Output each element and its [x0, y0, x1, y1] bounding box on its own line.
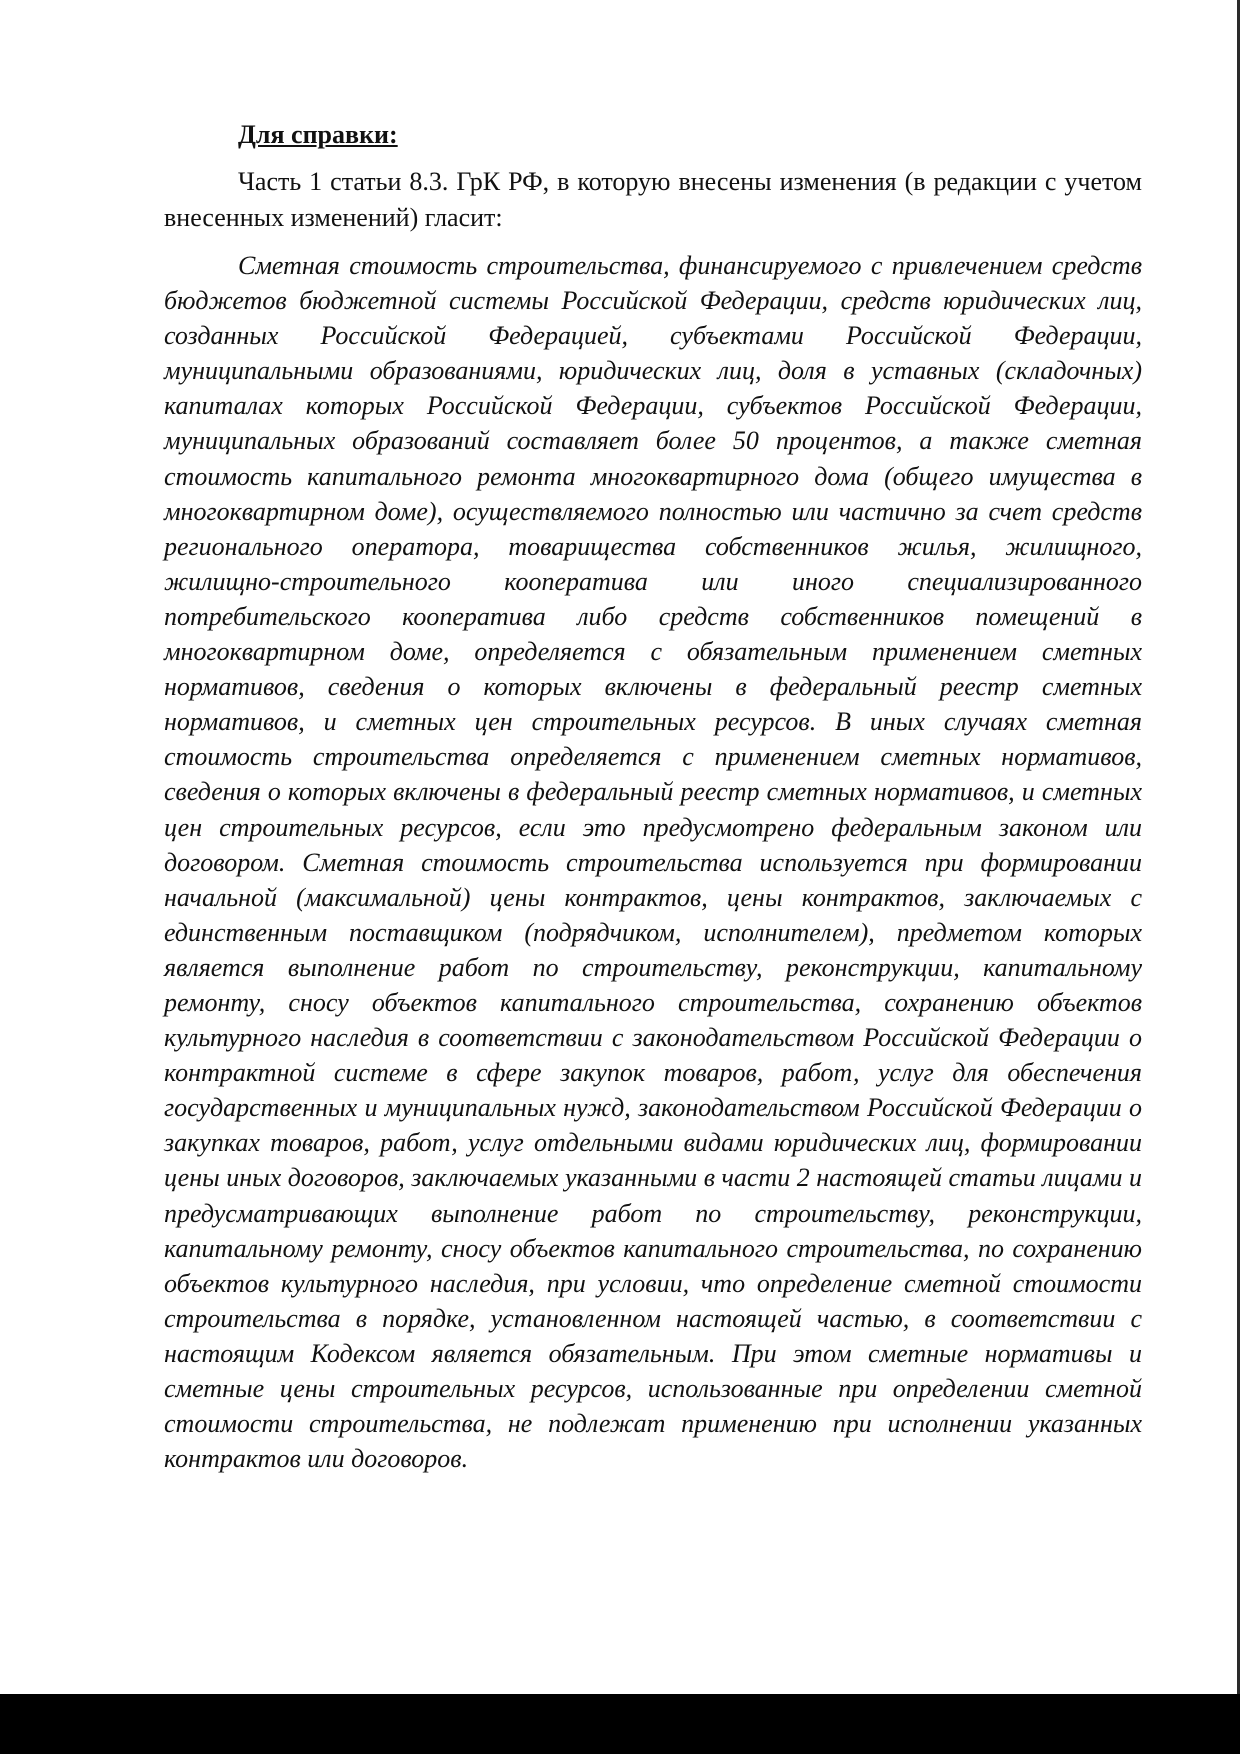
quoted-law-paragraph: Сметная стоимость строительства, финансируемого с привлечением средств бюджетов бюджетной системы Российской Федерации, средств юридических лиц, созданных Российской Федерацией, субъектами Российской Федерации, муниципальными образованиями, юридических лиц, доля в уставных (складочных) капиталах которых Российской Федерации, субъектов Российской Федерации, муниципальных образований составляет более 50 процентов, а также сметная стоимость капитального ремонта многоквартирного дома (общего имущества в многоквартирном доме), осуществляемого полностью или частично за счет средств регионального оператора, товарищества собственников жилья, жилищного, жилищно-строительного кооператива или иного специализированного потребительского кооператива либо средств собственников помещений в многоквартирном доме, определяется с обязательным применением сметных нормативов, сведения о которых включены в федеральный реестр сметных нормативов, и сметных цен строительных ресурсов. В иных случаях сметная стоимость строительства определяется с применением сметных нормативов, сведения о которых включены в федеральный реестр сметных нормативов, и сметных цен строительных ресурсов, если это предусмотрено федеральным законом или договором. Сметная стоимость строительства используется при формировании начальной (максимальной) цены контрактов, цены контрактов, заключаемых с единственным поставщиком (подрядчиком, исполнителем), предметом которых является выполнение работ по строительству, реконструкции, капитальному ремонту, сносу объектов капитального строительства, сохранению объектов культурного наследия в соответствии с законодательством Российской Федерации о контрактной системе в сфере закупок товаров, работ, услуг для обеспечения государственных и муниципальных нужд, законодательством Российской Федерации о закупках товаров, работ, услуг отдельными видами юридических лиц, формировании цены иных договоров, заключаемых указанными в части 2 настоящей статьи лицами и предусматривающих выполнение работ по строительству, реконструкции, капитальному ремонту, сносу объектов капитального строительства, по сохранению объектов культурного наследия, при условии, что определение сметной стоимости строительства в порядке, установленном настоящей частью, в соответствии с настоящим Кодексом является обязательным. При этом сметные нормативы и сметные цены строительных ресурсов, использованные при определении сметной стоимости строительства, не подлежат применению при исполнении указанных контрактов или договоров. [164, 251, 1142, 1474]
scan-bottom-black-bar [0, 1694, 1240, 1754]
text-block [164, 118, 1142, 1476]
page-heading: Для справки: [238, 120, 398, 149]
intro-paragraph: Часть 1 статьи 8.3. ГрК РФ, в которую внесены изменения (в редакции с учетом внесенных изменений) гласит: [164, 167, 1142, 232]
